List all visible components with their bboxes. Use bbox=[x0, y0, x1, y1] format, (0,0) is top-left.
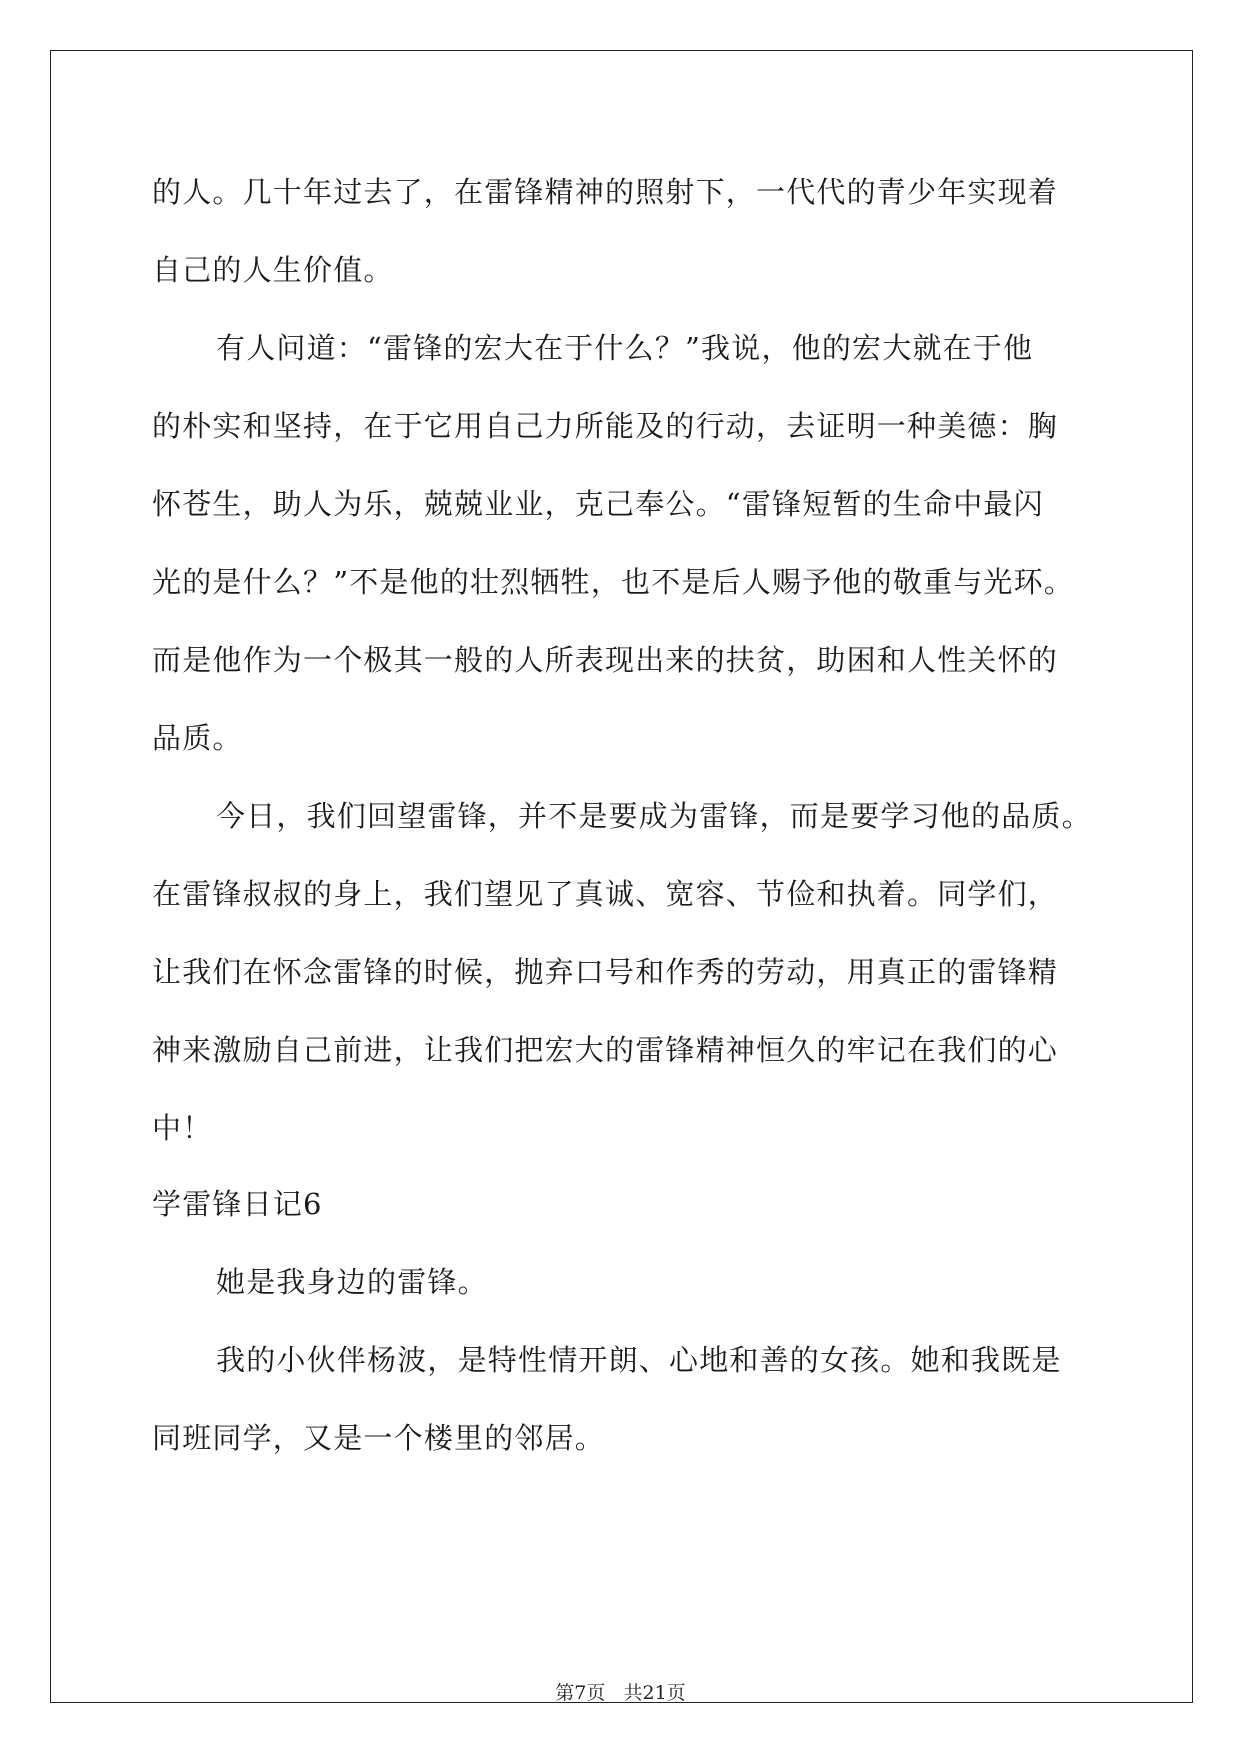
body-line-1: 的人。几十年过去了，在雷锋精神的照射下，一代代的青少年实现着 bbox=[152, 175, 1059, 209]
body-line-10: 在雷锋叔叔的身上，我们望见了真诚、宽容、节俭和执着。同学们， bbox=[152, 877, 1059, 911]
body-line-2: 自己的人生价值。 bbox=[152, 253, 394, 287]
body-line-6: 光的是什么？”不是他的壮烈牺牲，也不是后人赐予他的敬重与光环。 bbox=[152, 565, 1075, 599]
body-line-16: 同班同学，又是一个楼里的邻居。 bbox=[152, 1421, 606, 1455]
body-line-13: 中！ bbox=[152, 1111, 213, 1145]
body-line-9: 今日，我们回望雷锋，并不是要成为雷锋，而是要学习他的品质。 bbox=[216, 799, 1092, 833]
body-line-4: 的朴实和坚持，在于它用自己力所能及的行动，去证明一种美德：胸 bbox=[152, 409, 1059, 443]
body-line-5: 怀苍生，助人为乐，兢兢业业，克己奉公。“雷锋短暂的生命中最闪 bbox=[152, 487, 1044, 521]
body-line-8: 品质。 bbox=[152, 721, 243, 755]
body-line-3: 有人问道：“雷锋的宏大在于什么？”我说，他的宏大就在于他 bbox=[216, 331, 1034, 365]
page-number-label: 第7页 共21页 bbox=[555, 1682, 686, 1704]
body-line-12: 神来激励自己前进，让我们把宏大的雷锋精神恒久的牢记在我们的心 bbox=[152, 1033, 1059, 1067]
body-line-7: 而是他作为一个极其一般的人所表现出来的扶贫，助困和人性关怀的 bbox=[152, 643, 1059, 677]
body-line-11: 让我们在怀念雷锋的时候，抛弃口号和作秀的劳动，用真正的雷锋精 bbox=[152, 955, 1059, 989]
section-heading: 学雷锋日记6 bbox=[152, 1187, 323, 1221]
body-line-14: 她是我身边的雷锋。 bbox=[216, 1265, 488, 1299]
page-footer bbox=[0, 1681, 1241, 1705]
body-line-15: 我的小伙伴杨波，是特性情开朗、心地和善的女孩。她和我既是 bbox=[216, 1343, 1062, 1377]
